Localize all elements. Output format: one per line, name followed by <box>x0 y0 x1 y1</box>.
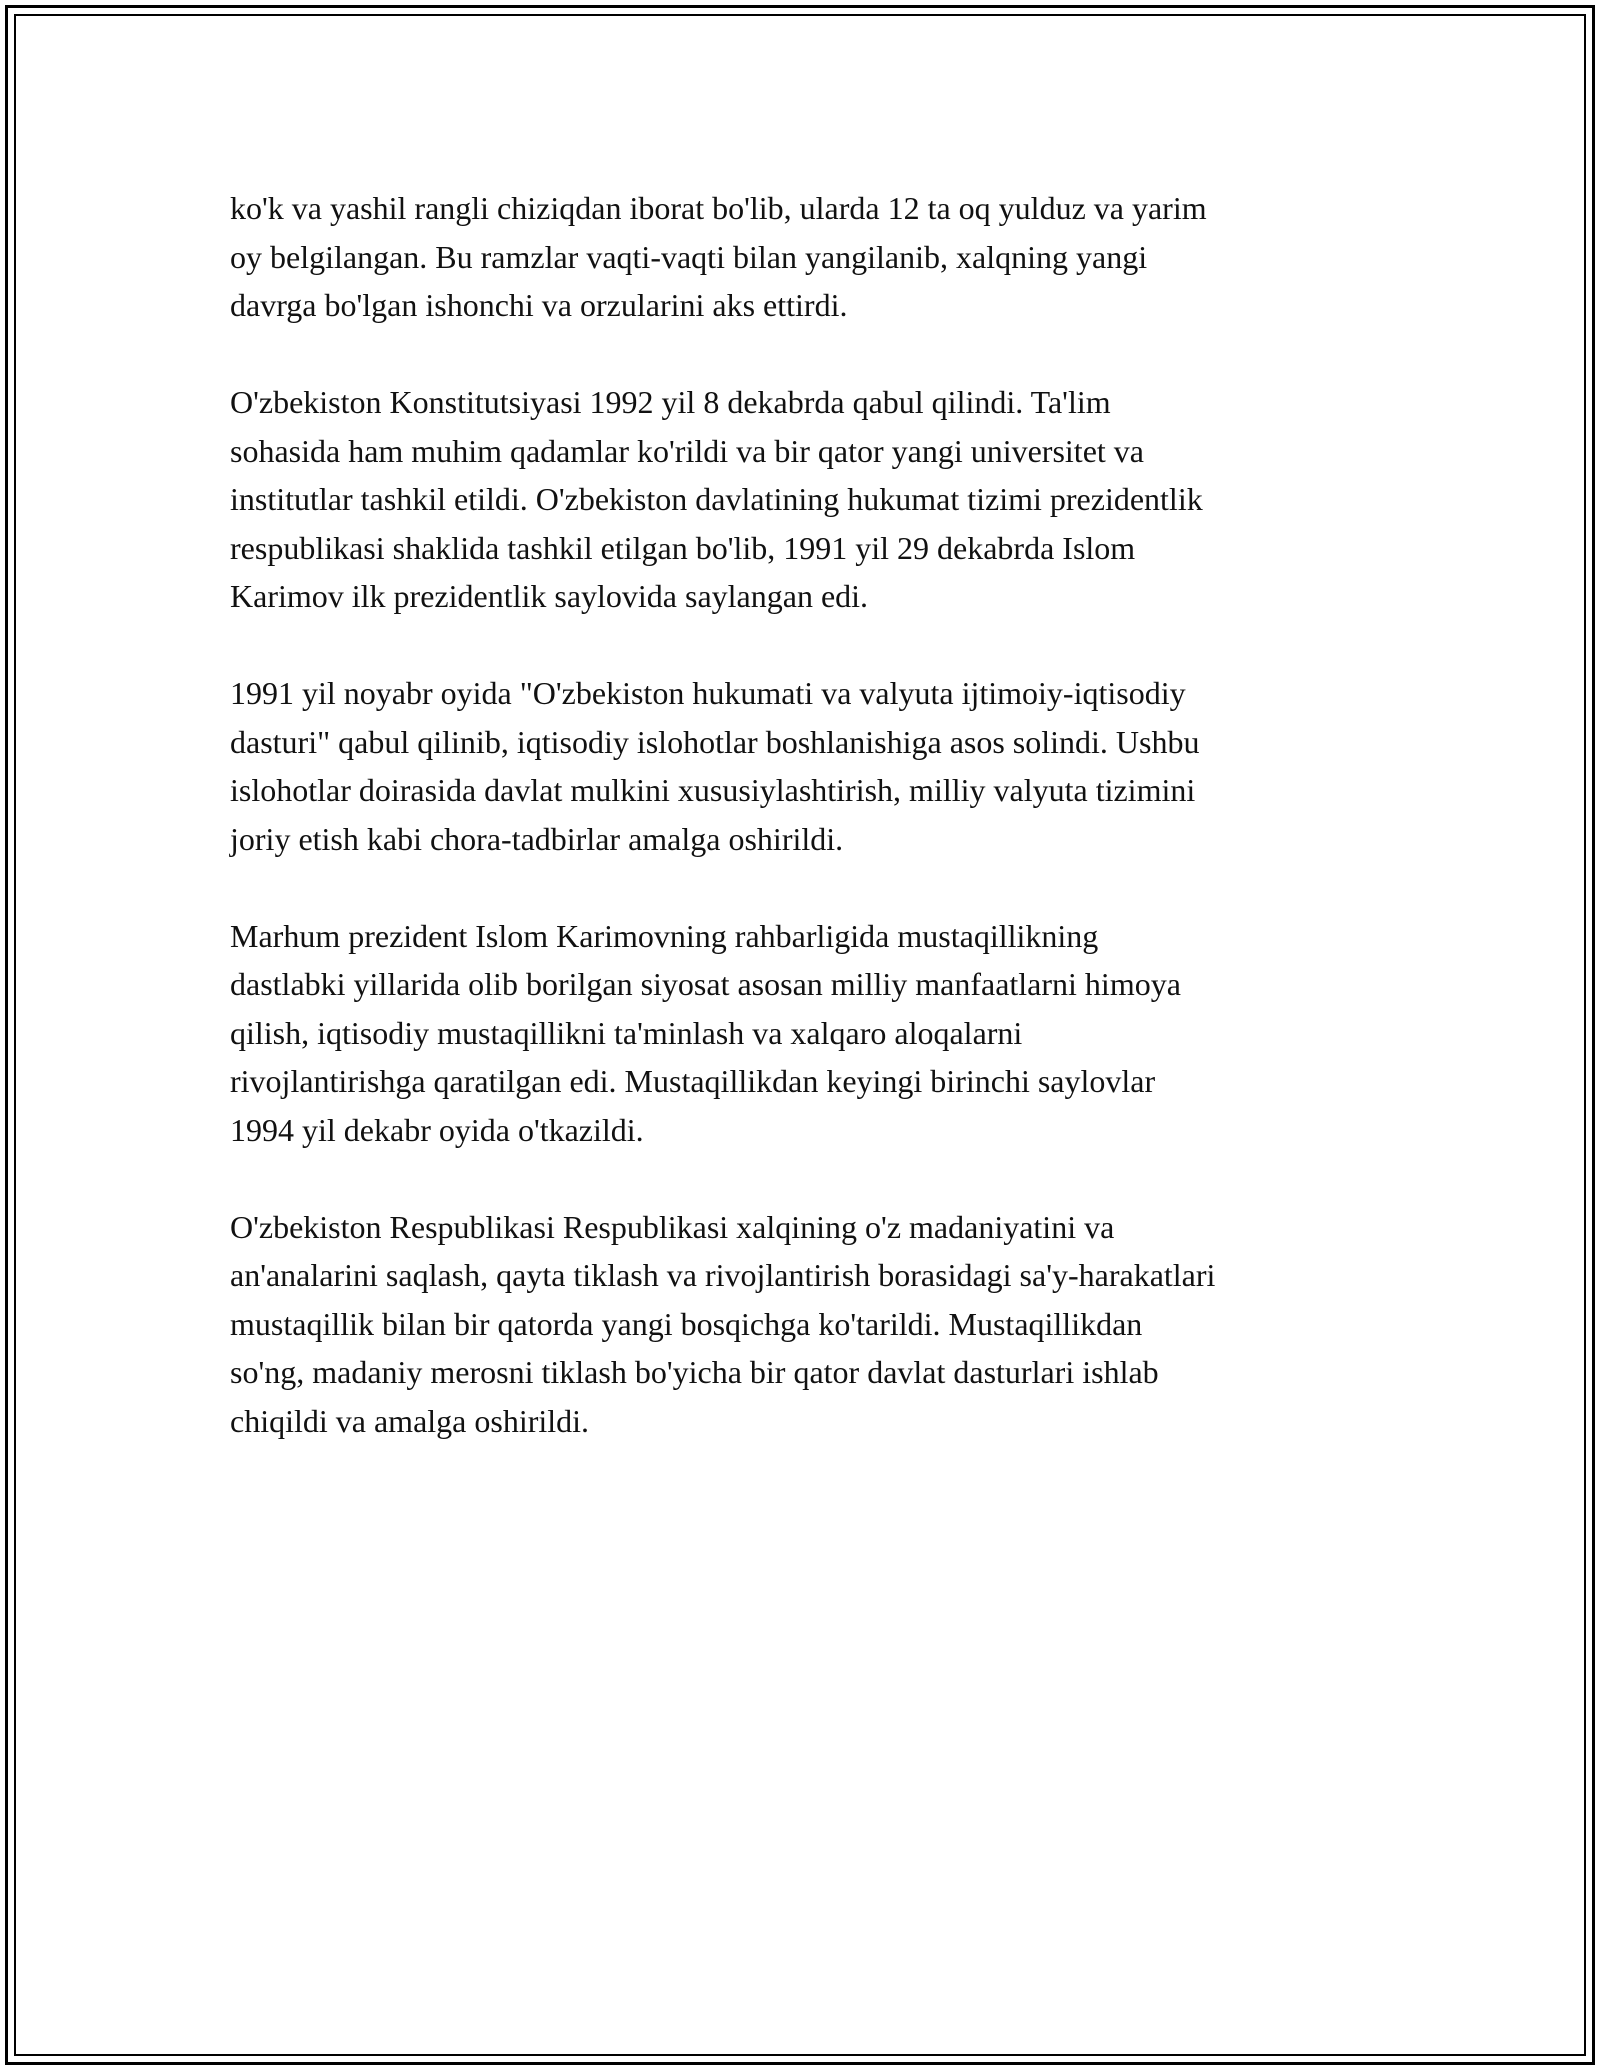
document-body <box>230 184 1410 1494</box>
text-line: joriy etish kabi chora-tadbirlar amalga oshirildi. <box>230 820 844 857</box>
text-line: dasturi" qabul qilinib, iqtisodiy islohotlar boshlanishiga asos solindi. Ushbu <box>230 723 1200 760</box>
text-line: so'ng, madaniy merosni tiklash bo'yicha bir qator davlat dasturlari ishlab <box>230 1354 1159 1390</box>
text-line: rivojlantirishga qaratilgan edi. Mustaqillikdan keyingi birinchi saylovlar <box>230 1063 1156 1099</box>
paragraph-economic-reforms <box>230 669 1410 863</box>
text-line: an'analarini saqlash, qayta tiklash va rivojlantirish borasidagi sa'y-harakatlari <box>230 1257 1216 1293</box>
text-line: dastlabki yillarida olib borilgan siyosat asosan milliy manfaatlarni himoya <box>230 966 1181 1002</box>
text-line: davrga bo'lgan ishonchi va orzularini aks ettirdi. <box>230 287 848 323</box>
text-line: respublikasi shaklida tashkil etilgan bo'lib, 1991 yil 29 dekabrda Islom <box>230 529 1136 566</box>
text-line: chiqildi va amalga oshirildi. <box>230 1402 590 1439</box>
paragraph-karimov-policy <box>230 912 1410 1155</box>
paragraph-flag-description <box>230 184 1410 330</box>
text-line: 1991 yil noyabr oyida "O'zbekiston hukumati va valyuta ijtimoiy-iqtisodiy <box>230 675 1186 711</box>
text-line: 1994 yil dekabr oyida o'tkazildi. <box>230 1111 644 1148</box>
text-line: oy belgilangan. Bu ramzlar vaqti-vaqti bilan yangilanib, xalqning yangi <box>230 238 1148 275</box>
text-line: institutlar tashkil etildi. O'zbekiston davlatining hukumat tizimi prezidentlik <box>230 481 1203 517</box>
text-line: Marhum prezident Islom Karimovning rahbarligida mustaqillikning <box>230 917 1099 954</box>
text-line: O'zbekiston Respublikasi Respublikasi xalqining o'z madaniyatini va <box>230 1208 1115 1245</box>
text-line: sohasida ham muhim qadamlar ko'rildi va bir qator yangi universitet va <box>230 432 1144 469</box>
paragraph-cultural-heritage <box>230 1203 1410 1446</box>
text-line: qilish, iqtisodiy mustaqillikni ta'minlash va xalqaro aloqalarni <box>230 1014 1023 1051</box>
text-line: mustaqillik bilan bir qatorda yangi bosqichga ko'tarildi. Mustaqillikdan <box>230 1305 1143 1342</box>
text-line: ko'k va yashil rangli chiziqdan iborat bo'lib, ularda 12 ta oq yulduz va yarim <box>230 190 1207 226</box>
text-line: Karimov ilk prezidentlik saylovida saylangan edi. <box>230 578 869 614</box>
paragraph-constitution <box>230 378 1410 621</box>
text-line: O'zbekiston Konstitutsiyasi 1992 yil 8 dekabrda qabul qilindi. Ta'lim <box>230 384 1111 420</box>
text-line: islohotlar doirasida davlat mulkini xususiylashtirish, milliy valyuta tizimini <box>230 772 1196 808</box>
